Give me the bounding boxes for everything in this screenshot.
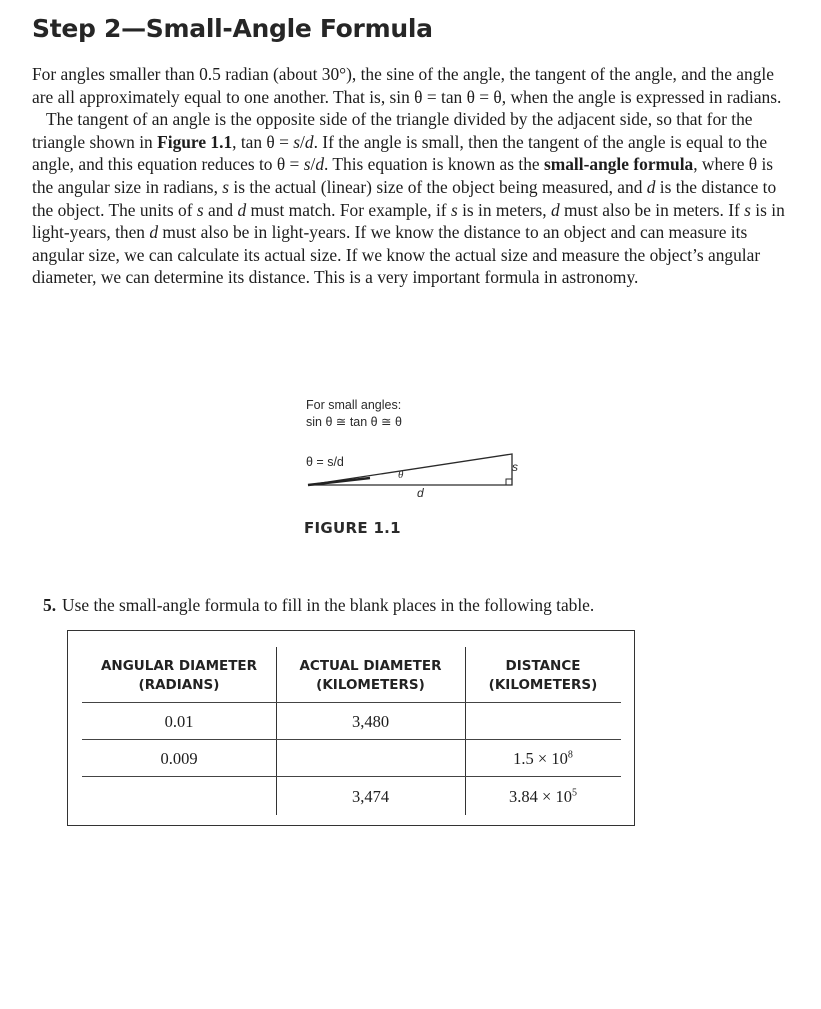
header-actual-diameter: ACTUAL DIAMETER (KILOMETERS): [299, 658, 442, 693]
question-number: 5.: [43, 595, 57, 615]
figure-caption: FIGURE 1.1: [304, 519, 401, 537]
row-rule-1: [82, 739, 621, 740]
figure-note-line-2: sin θ ≅ tan θ ≅ θ: [306, 415, 402, 429]
paragraph-2: The tangent of an angle is the opposite side of the triangle divided by the adjacent side, so that for the triangle shown in Figure 1.1, tan θ = s/d. If the angle is small, then the tangent of the angle is equal to the angle, and this equation reduces to θ = s/d. This equation is known as the small-angle formula, where θ is the angular size in radians, s is the actual (linear) size of the object being measured, and d is the distance to the object. The units of s and d must match. For example, if s is in meters, d must also be in meters. If s is in light-years, then d must also be in light-years. If we know the distance to an object and can measure its angular size, we can calculate its actual size. If we know the actual size and measure the object’s angular diameter, we can determine its distance. This is a very important formula in astronomy.: [32, 109, 785, 288]
data-table: [67, 630, 635, 826]
cell-actual-row-1: 3,480: [351, 712, 390, 731]
right-angle-mark: [506, 479, 512, 485]
figure-formula: θ = s/d: [306, 455, 344, 469]
figure-note-line-1: For small angles:: [306, 398, 402, 412]
header-angular-diameter: ANGULAR DIAMETER (RADIANS): [100, 658, 258, 693]
row-rule-2: [82, 776, 621, 777]
section-heading: Step 2—Small-Angle Formula: [32, 14, 433, 43]
theta-label: θ: [398, 469, 404, 481]
side-d-label: d: [417, 486, 424, 500]
cell-distance-row-3: $3.84 \times 10^5$: [509, 787, 577, 806]
cell-actual-row-3: 3,474: [351, 787, 390, 806]
header-distance: DISTANCE (KILOMETERS): [488, 658, 598, 693]
paragraph-1: For angles smaller than 0.5 radian (about 30°), the sine of the angle, the tangent of the angle, and the angle are all approximately equal to one another. That is, sin θ = tan θ = θ, when the angle is expressed in radians.: [32, 64, 782, 107]
figure-1-1: [300, 395, 530, 545]
question-text: Use the small-angle formula to fill in the blank places in the following table.: [62, 595, 595, 615]
cell-angular-row-1: 0.01: [164, 712, 194, 731]
header-rule: [82, 702, 621, 703]
angle-vertex-mark: [308, 478, 370, 485]
triangle-diagram: [300, 445, 530, 501]
figure-note: [306, 397, 402, 431]
cell-distance-row-2: $1.5 \times 10^8$: [513, 749, 573, 768]
side-s-label: s: [512, 460, 518, 474]
question-5: [43, 595, 594, 616]
cell-angular-row-2: 0.009: [160, 749, 198, 768]
body-text: [32, 63, 792, 289]
